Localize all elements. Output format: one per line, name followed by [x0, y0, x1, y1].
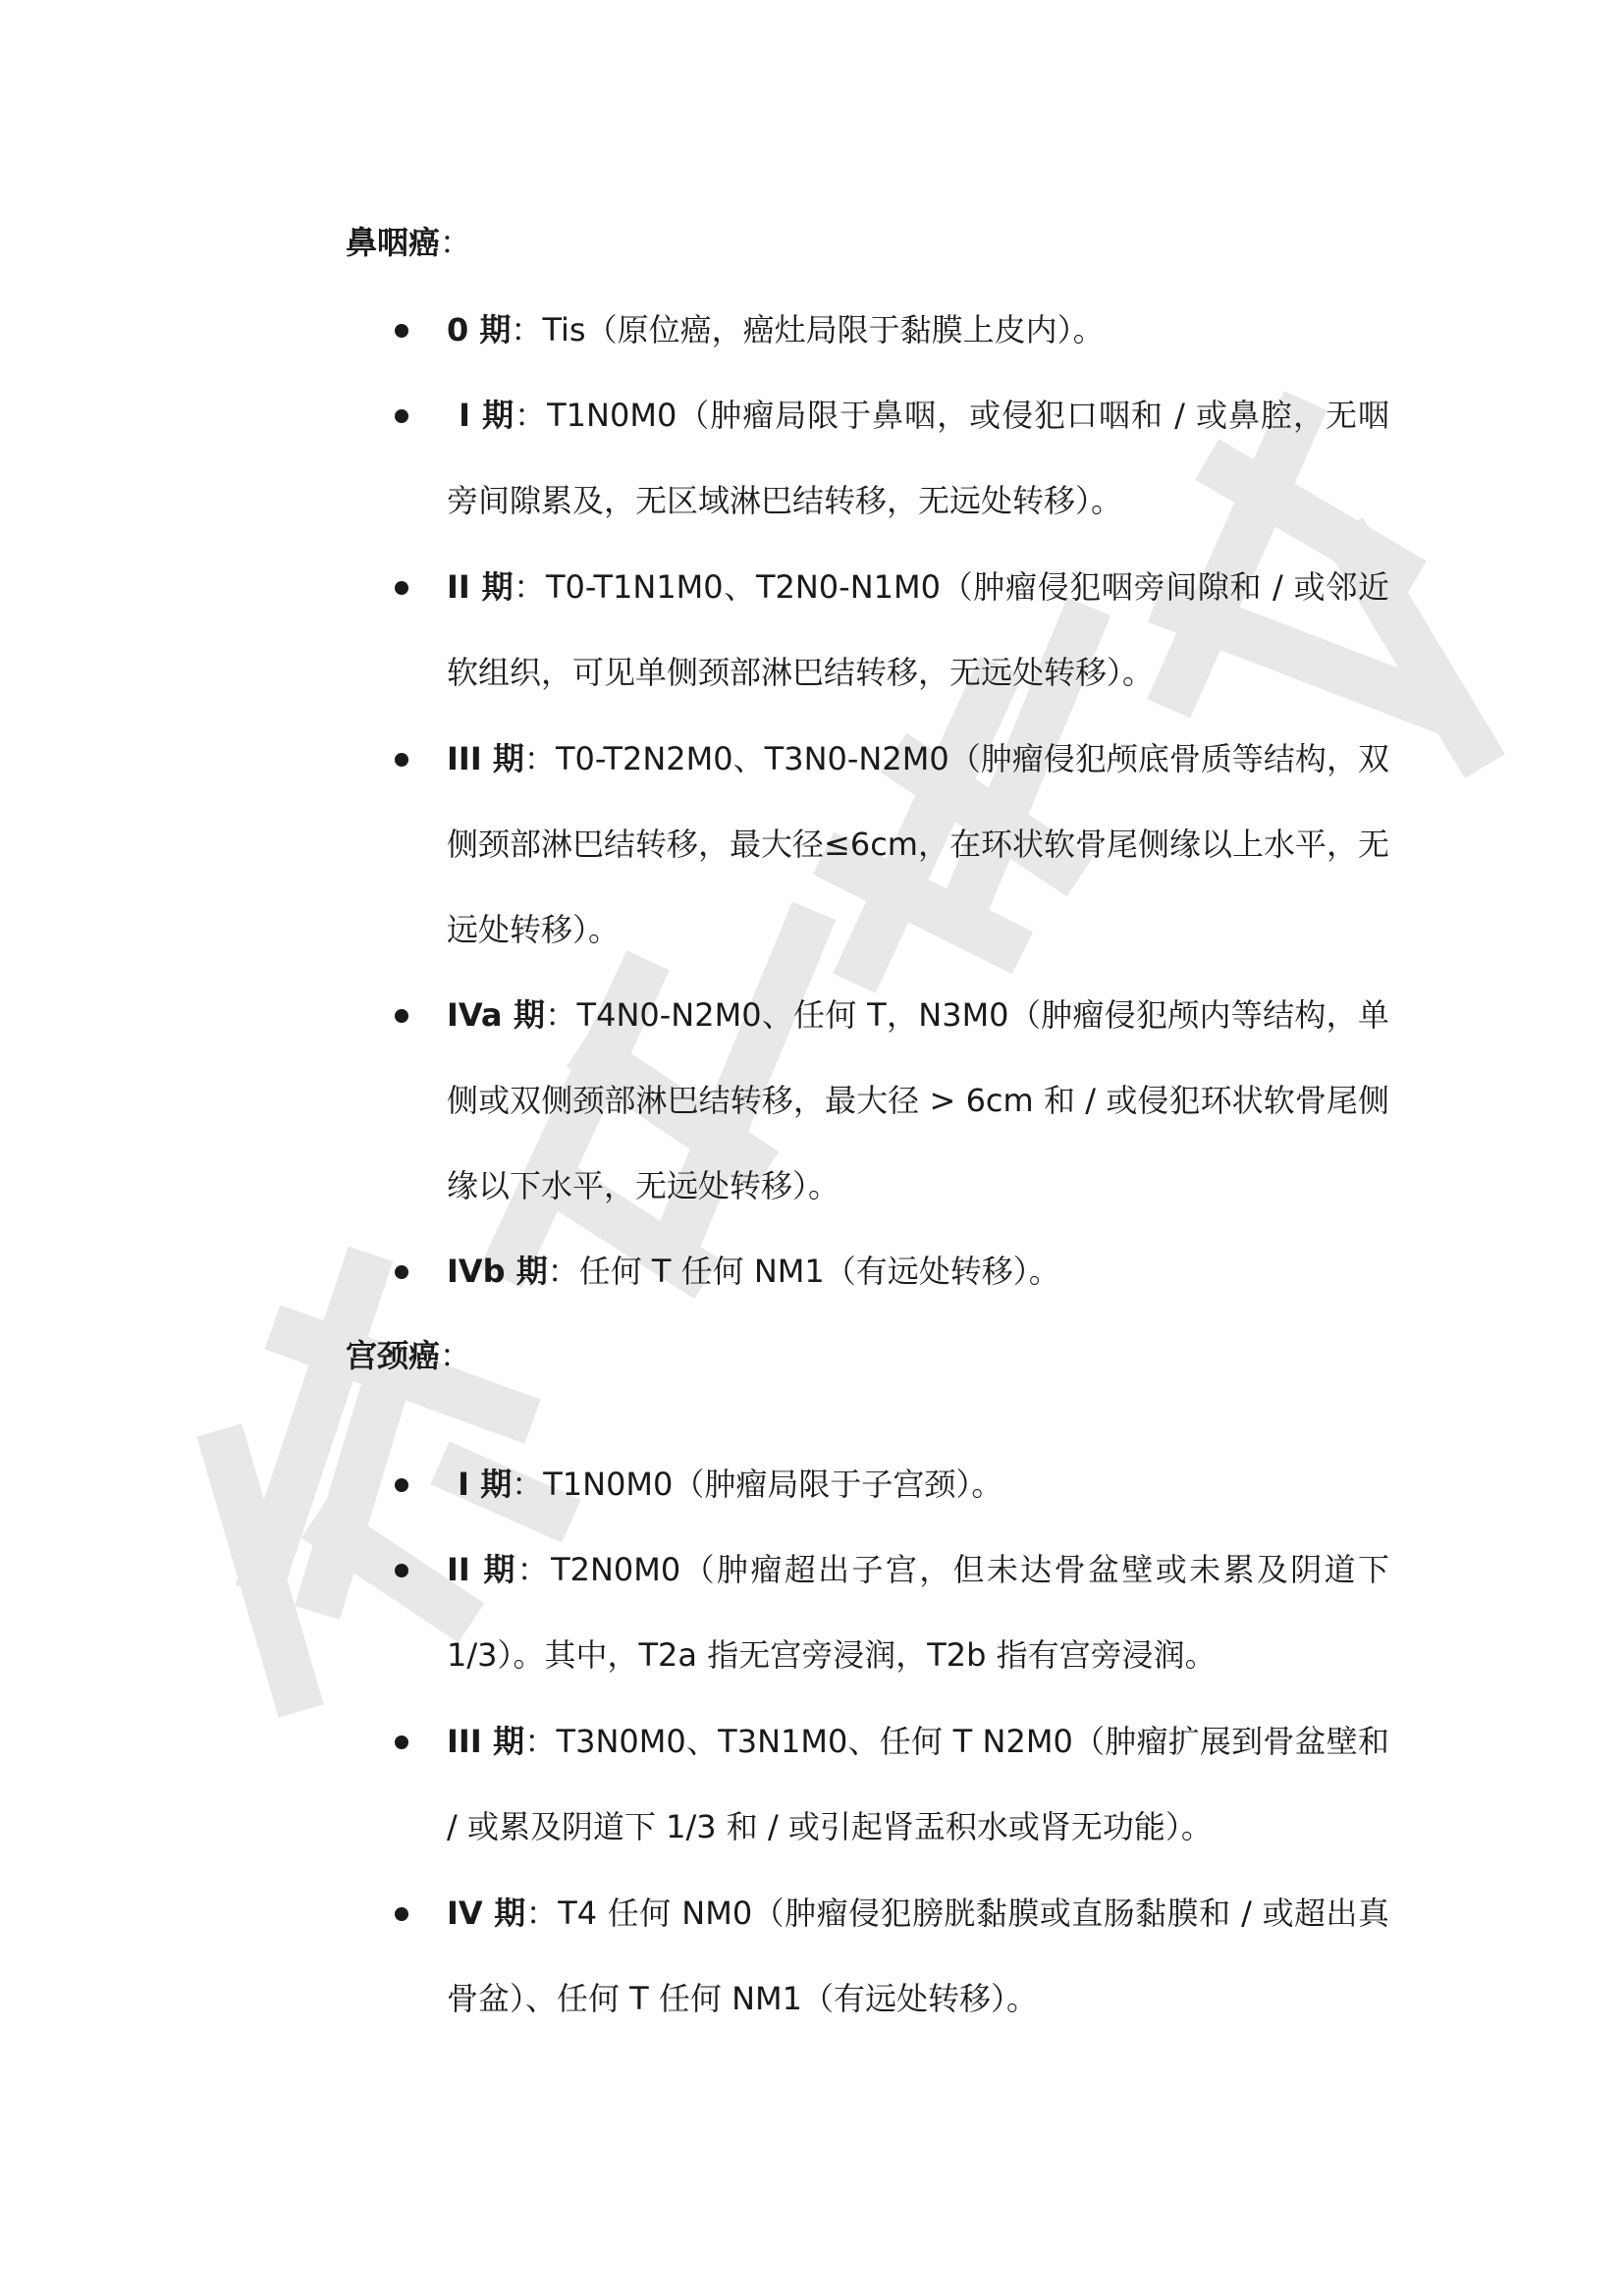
bullet — [395, 409, 408, 423]
bullet — [395, 324, 408, 338]
list-item-stage-0: 0 期：Tis（原位癌，癌灶局限于黏膜上皮内）。 — [447, 311, 1105, 348]
list-item-stage-4b: IVb 期：任何 T 任何 NM1（有远处转移）。 — [447, 1253, 1060, 1290]
list-item-cervical-stage-1: I 期：T1N0M0（肿瘤局限于子宫颈）。 — [447, 1466, 1003, 1503]
section-title-cervical: 宫颈癌： — [346, 1337, 472, 1374]
list-item-cervical-stage-3: III 期：T3N0M0、T3N1M0、任何 T N2M0（肿瘤扩展到骨盆壁和 / 或累及阴道下 1/3 和 / 或引起肾盂积水或肾无功能）。 — [447, 1723, 1389, 1845]
bullet — [395, 1907, 408, 1921]
bullet — [395, 1564, 408, 1577]
bullet — [395, 1265, 408, 1279]
bullet — [395, 581, 408, 595]
bullet — [395, 1735, 408, 1749]
bullet — [395, 1009, 408, 1023]
section-title-nasopharyngeal: 鼻咽癌： — [346, 224, 472, 261]
list-item-stage-1: I 期：T1N0M0（肿瘤局限于鼻咽，或侵犯口咽和 / 或鼻腔，无咽旁间隙累及，无区域淋巴结转移，无远处转移）。 — [447, 397, 1389, 519]
list-item-stage-4a: IVa 期：T4N0-N2M0、任何 T，N3M0（肿瘤侵犯颅内等结构，单侧或双侧颈部淋巴结转移，最大径 > 6cm 和 / 或侵犯环状软骨尾侧缘以下水平，无远处转移）。 — [447, 996, 1389, 1204]
bullet — [395, 1478, 408, 1492]
list-item-stage-3: III 期：T0-T2N2M0、T3N0-N2M0（肿瘤侵犯颅底骨质等结构，双侧颈部淋巴结转移，最大径≤6cm，在环状软骨尾侧缘以上水平，无远处转移）。 — [447, 740, 1389, 948]
list-item-cervical-stage-4: IV 期：T4 任何 NM0（肿瘤侵犯膀胱黏膜或直肠黏膜和 / 或超出真骨盆）、任何 T 任何 NM1（有远处转移）。 — [447, 1895, 1389, 2017]
bullet — [395, 753, 408, 767]
list-item-stage-2: II 期：T0-T1N1M0、T2N0-N1M0（肿瘤侵犯咽旁间隙和 / 或邻近软组织，可见单侧颈部淋巴结转移，无远处转移）。 — [447, 568, 1389, 691]
list-item-cervical-stage-2: II 期：T2N0M0（肿瘤超出子宫，但未达骨盆壁或未累及阴道下 1/3）。其中，T2a 指无宫旁浸润，T2b 指有宫旁浸润。 — [447, 1551, 1389, 1674]
